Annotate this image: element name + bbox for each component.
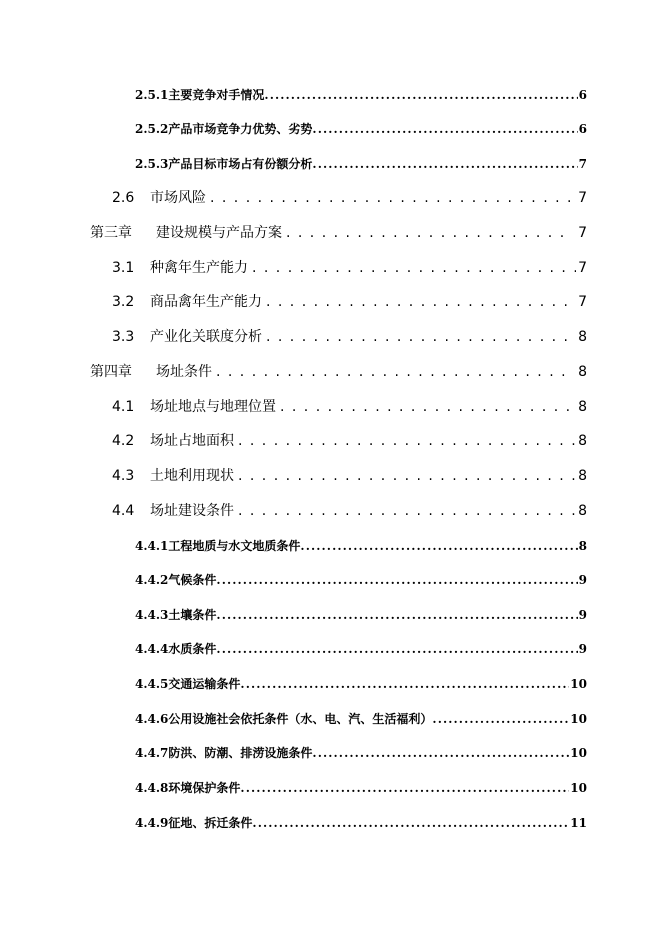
toc-entry-4-4-2[interactable] — [135, 571, 587, 588]
toc-entry-2-5-1[interactable] — [135, 86, 587, 103]
dot-leader — [266, 329, 576, 345]
toc-entry-4-4-6[interactable] — [135, 710, 587, 727]
toc-entry-number: 2.5.2 — [135, 122, 169, 136]
toc-entry-page: 9 — [578, 608, 587, 622]
toc-entry-number: 4.4.2 — [135, 573, 169, 587]
dot-leader — [312, 746, 569, 760]
toc-entry-4-4-8[interactable] — [135, 779, 587, 796]
dot-leader — [238, 503, 576, 519]
toc-entry-page: 7 — [578, 294, 587, 310]
toc-entry-number: 4.4.3 — [135, 608, 169, 622]
toc-entry-2-5-2[interactable] — [135, 120, 587, 137]
toc-entry-3-3[interactable] — [112, 326, 587, 346]
toc-entry-title: 场址条件 — [156, 364, 212, 380]
toc-entry-4-4[interactable] — [112, 500, 587, 520]
toc-entry-page: 10 — [570, 677, 587, 691]
toc-entry-2-5-3[interactable] — [135, 155, 587, 172]
toc-entry-4-4-5[interactable] — [135, 675, 587, 692]
toc-entry-number: 3.1 — [112, 260, 135, 276]
dot-leader — [312, 157, 577, 171]
toc-entry-number: 4.2 — [112, 433, 135, 449]
toc-entry-number: 4.4.7 — [135, 746, 169, 760]
dot-leader — [280, 399, 576, 415]
toc-entry-chapter-3[interactable] — [90, 222, 587, 242]
toc-entry-2-6[interactable] — [112, 187, 587, 207]
toc-entry-title: 市场风险 — [150, 190, 206, 206]
toc-entry-page: 8 — [578, 329, 587, 345]
toc-entry-number: 4.1 — [112, 399, 135, 415]
toc-entry-number: 4.4.1 — [135, 539, 169, 553]
toc-entry-title: 公用设施社会依托条件（水、电、汽、生活福利） — [168, 712, 433, 726]
toc-entry-number: 4.3 — [112, 468, 135, 484]
dot-leader — [216, 608, 577, 622]
toc-entry-title: 气候条件 — [168, 573, 217, 587]
toc-entry-number: 2.5.1 — [135, 88, 169, 102]
toc-entry-chapter-4[interactable] — [90, 361, 587, 381]
toc-entry-title: 种禽年生产能力 — [150, 260, 248, 276]
toc-entry-page: 8 — [578, 503, 587, 519]
toc-entry-page: 8 — [578, 399, 587, 415]
dot-leader — [252, 816, 569, 830]
toc-entry-title: 场址建设条件 — [150, 503, 234, 519]
dot-leader — [216, 573, 577, 587]
dot-leader — [210, 190, 576, 206]
toc-entry-page: 7 — [578, 190, 587, 206]
toc-entry-4-1[interactable] — [112, 396, 587, 416]
toc-entry-title: 工程地质与水文地质条件 — [168, 539, 301, 553]
toc-entry-page: 7 — [578, 225, 587, 241]
toc-entry-title: 土地利用现状 — [150, 468, 234, 484]
toc-entry-title: 主要竞争对手情况 — [168, 88, 265, 102]
toc-entry-number: 4.4.4 — [135, 642, 169, 656]
toc-entry-title: 商品禽年生产能力 — [150, 294, 262, 310]
dot-leader — [238, 468, 576, 484]
toc-entry-number: 4.4.9 — [135, 816, 169, 830]
toc-entry-number: 第四章 — [90, 364, 132, 380]
toc-entry-4-4-4[interactable] — [135, 640, 587, 657]
toc-entry-4-4-3[interactable] — [135, 606, 587, 623]
toc-entry-4-4-1[interactable] — [135, 537, 587, 554]
dot-leader — [238, 433, 576, 449]
toc-entry-title: 场址占地面积 — [150, 433, 234, 449]
toc-entry-number: 2.5.3 — [135, 157, 169, 171]
toc-entry-page: 8 — [578, 364, 587, 380]
dot-leader — [286, 225, 566, 241]
toc-entry-title: 土壤条件 — [168, 608, 217, 622]
toc-entry-number: 4.4.5 — [135, 677, 169, 691]
toc-entry-page: 8 — [578, 539, 587, 553]
dot-leader — [216, 642, 577, 656]
toc-entry-page: 11 — [570, 816, 587, 830]
toc-entry-page: 9 — [578, 573, 587, 587]
toc-entry-page: 10 — [570, 781, 587, 795]
dot-leader — [264, 88, 577, 102]
dot-leader — [240, 677, 569, 691]
toc-entry-page: 7 — [578, 157, 587, 171]
toc-entry-title: 征地、拆迁条件 — [168, 816, 253, 830]
toc-entry-page: 8 — [578, 433, 587, 449]
dot-leader — [312, 122, 577, 136]
toc-entry-4-4-7[interactable] — [135, 744, 587, 761]
toc-entry-3-1[interactable] — [112, 257, 587, 277]
toc-entry-number: 3.3 — [112, 329, 135, 345]
toc-entry-title: 产品目标市场占有份额分析 — [168, 157, 313, 171]
toc-entry-title: 场址地点与地理位置 — [150, 399, 276, 415]
toc-entry-page: 9 — [578, 642, 587, 656]
toc-entry-title: 环境保护条件 — [168, 781, 241, 795]
dot-leader — [240, 781, 569, 795]
toc-entry-number: 4.4.8 — [135, 781, 169, 795]
dot-leader — [266, 294, 576, 310]
dot-leader — [300, 539, 577, 553]
toc-entry-4-2[interactable] — [112, 430, 587, 450]
toc-entry-title: 建设规模与产品方案 — [156, 225, 282, 241]
toc-entry-number: 3.2 — [112, 294, 135, 310]
toc-entry-number: 2.6 — [112, 190, 135, 206]
toc-entry-title: 水质条件 — [168, 642, 217, 656]
toc-entry-number: 第三章 — [90, 225, 132, 241]
toc-entry-title: 交通运输条件 — [168, 677, 241, 691]
toc-entry-4-4-9[interactable] — [135, 814, 587, 831]
toc-entry-number: 4.4 — [112, 503, 135, 519]
toc-entry-page: 10 — [570, 746, 587, 760]
toc-entry-4-3[interactable] — [112, 465, 587, 485]
toc-entry-page: 6 — [578, 88, 587, 102]
toc-entry-page: 8 — [578, 468, 587, 484]
toc-entry-number: 4.4.6 — [135, 712, 169, 726]
dot-leader — [216, 364, 566, 380]
toc-entry-page: 6 — [578, 122, 587, 136]
dot-leader — [432, 712, 569, 726]
dot-leader — [252, 260, 576, 276]
toc-entry-title: 防洪、防潮、排涝设施条件 — [168, 746, 313, 760]
toc-entry-page: 7 — [578, 260, 587, 276]
toc-entry-3-2[interactable] — [112, 291, 587, 311]
toc-entry-page: 10 — [570, 712, 587, 726]
toc-entry-title: 产品市场竞争力优势、劣势 — [168, 122, 313, 136]
toc-entry-title: 产业化关联度分析 — [150, 329, 262, 345]
